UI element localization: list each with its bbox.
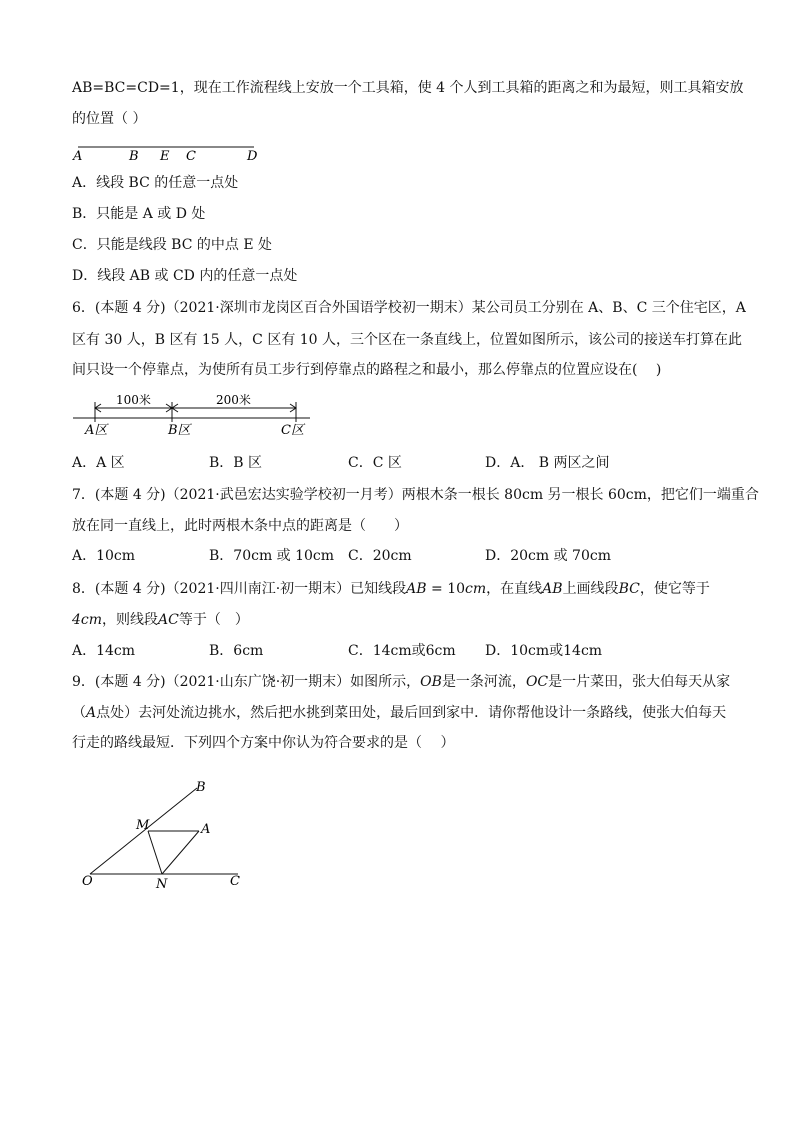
q8-line-1-pre: 8．(本题 4 分)（2021·四川南江·初一期末）已知线段	[72, 581, 407, 597]
q7-line-1: 7．(本题 4 分)（2021·武邑宏达实验学校初一月考）两根木条一根长 80cm 另一根长 60cm，把它们一端重合	[72, 487, 759, 503]
q6-label-b: B区	[168, 423, 191, 438]
q9-math-ob: OB	[420, 674, 442, 690]
q6-option-c: C．C 区	[348, 455, 402, 471]
q6-label-c: C区	[281, 423, 304, 438]
q6-options	[72, 453, 732, 473]
q6-option-b: B．B 区	[209, 455, 263, 471]
q8-line-1-mid2: 上画线段	[562, 581, 619, 597]
q9-line-3: 行走的路线最短．下列四个方案中你认为符合要求的是（ ）	[72, 735, 455, 751]
q8-math-cm: cm	[465, 581, 487, 597]
q8-option-a: A．14cm	[72, 643, 136, 659]
q5-label-e: E	[160, 149, 170, 164]
q9-line-1-post: 是一片菜田，张大伯每天从家	[548, 674, 731, 690]
q6-figure	[70, 388, 320, 440]
q9-math-oc: OC	[525, 674, 549, 690]
q6-label-a: A区	[85, 423, 108, 438]
q7-line-2: 放在同一直线上，此时两根木条中点的距离是（ ）	[72, 518, 408, 534]
q6-line-1: 6．(本题 4 分)（2021·深圳市龙岗区百合外国语学校初一期末）某公司员工分别在 A、B、C 三个住宅区，A	[72, 300, 746, 316]
q5-line-2: 的位置（ ）	[72, 111, 147, 127]
q9-figure	[76, 775, 256, 890]
q5-option-d: D．线段 AB 或 CD 内的任意一点处	[72, 268, 298, 284]
q8-line-2	[72, 610, 249, 630]
q5-option-c: C．只能是线段 BC 的中点 E 处	[72, 237, 272, 253]
q7-option-b: B．70cm 或 10cm	[209, 548, 335, 564]
q9-segment-mn	[148, 831, 162, 874]
q5-figure	[68, 136, 268, 166]
q7-options	[72, 546, 732, 566]
q9-line-2-pre: （	[72, 705, 86, 721]
q8-option-c: C．14cm或6cm	[348, 643, 456, 659]
q9-label-a: A	[201, 822, 211, 837]
q9-math-a: A	[86, 705, 97, 721]
q9-label-m: M	[136, 818, 150, 833]
q8-math-bc: BC	[618, 581, 640, 597]
q9-label-n: N	[156, 877, 168, 890]
q8-line-2-post: 等于（ ）	[178, 612, 249, 628]
q8-math-ab-2: AB	[542, 581, 563, 597]
q6-option-d: D．A． B 两区之间	[485, 455, 610, 471]
q5-label-d: D	[247, 149, 258, 164]
q6-option-a: A．A 区	[72, 455, 125, 471]
q8-line-2-mid: ，则线段	[102, 612, 159, 628]
q8-math-eq: = 10	[426, 581, 466, 597]
q6-line-2: 区有 30 人，B 区有 15 人，C 区有 10 人，三个区在一条直线上，位置如图所示，该公司的接送车打算在此	[72, 332, 743, 348]
q8-math-ac: AC	[158, 612, 179, 628]
q9-line-1-mid: 是一条河流，	[441, 674, 526, 690]
q8-line-1-mid: ，在直线	[486, 581, 543, 597]
q9-label-o: O	[82, 874, 93, 889]
q9-label-c: C	[230, 874, 240, 889]
q9-label-b: B	[196, 780, 206, 795]
q8-line-1-post: ，使它等于	[639, 581, 710, 597]
q5-option-b: B．只能是 A 或 D 处	[72, 206, 206, 222]
q8-options	[72, 641, 732, 661]
q7-option-c: C．20cm	[348, 548, 412, 564]
q5-label-a: A	[73, 149, 83, 164]
q9-line-1-pre: 9．(本题 4 分)（2021·山东广饶·初一期末）如图所示，	[72, 674, 421, 690]
q8-math-4cm: cm	[80, 612, 103, 628]
q9-line-2	[72, 703, 726, 723]
q5-label-c: C	[186, 149, 196, 164]
q8-line-1	[72, 579, 710, 599]
q8-option-b: B．6cm	[209, 643, 264, 659]
q5-label-b: B	[129, 149, 139, 164]
q5-option-a: A．线段 BC 的任意一点处	[72, 175, 239, 191]
q6-distance-2: 200米	[216, 393, 251, 407]
q7-option-d: D．20cm 或 70cm	[485, 548, 611, 564]
q8-option-d: D．10cm或14cm	[485, 643, 603, 659]
q6-line-3: 间只设一个停靠点，为使所有员工步行到停靠点的路程之和最小，那么停靠点的位置应设在( )	[72, 362, 662, 378]
q6-distance-1: 100米	[116, 393, 151, 407]
q9-line-1	[72, 672, 730, 692]
q7-option-a: A．10cm	[72, 548, 136, 564]
q8-math-4: 4	[72, 612, 81, 628]
q8-math-ab: AB	[406, 581, 427, 597]
q5-line-1: AB=BC=CD=1，现在工作流程线上安放一个工具箱，使 4 个人到工具箱的距离之和为最短，则工具箱安放	[72, 80, 744, 96]
q9-segment-na	[162, 831, 199, 874]
q9-line-2-post: 点处）去河处流边挑水，然后把水挑到菜田处，最后回到家中．请你帮他设计一条路线，使张大伯每天	[96, 705, 727, 721]
